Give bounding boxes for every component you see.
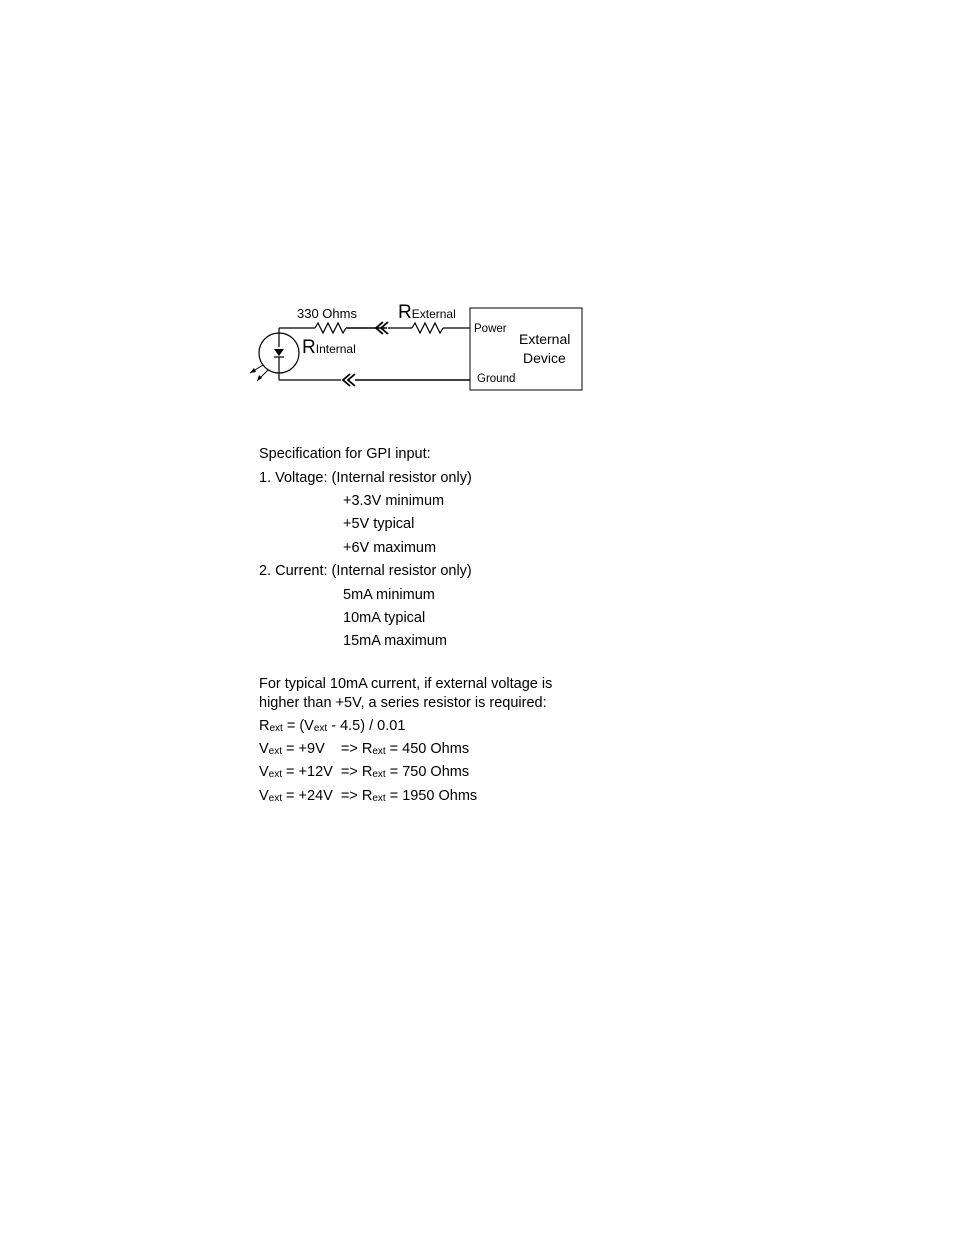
note-line-2: higher than +5V, a series resistor is required: (259, 695, 547, 711)
internal-resistor-value: 330 Ohms (297, 306, 357, 321)
light-arrowhead-1 (250, 368, 256, 373)
note-line-1: For typical 10mA current, if external voltage is (259, 676, 553, 692)
external-resistor (412, 323, 443, 333)
current-typical: 10mA typical (343, 610, 426, 626)
example-row: $V_{ext} = +24V => R_{ext} = 1950$ Ohms (259, 788, 478, 804)
voltage-typical: +5V typical (343, 516, 415, 532)
current-max: 15mA maximum (343, 633, 447, 649)
current-title: 2. Current: (Internal resistor only) (259, 563, 472, 579)
led-diode-icon (274, 349, 284, 356)
resistor-formula: $R_{ext} = (V_{ext} - 4.5) / 0.01$ (259, 718, 406, 734)
example-row: $V_{ext} = +12V => R_{ext} = 750$ Ohms (259, 764, 470, 780)
r-external-label: RExternal (398, 302, 456, 323)
voltage-min: +3.3V minimum (343, 493, 445, 509)
device-name-line2: Device (523, 350, 566, 366)
device-name-line1: External (519, 331, 571, 347)
power-terminal-label: Power (474, 323, 507, 335)
light-arrowhead-2 (257, 375, 262, 381)
voltage-max: +6V maximum (343, 540, 437, 556)
voltage-title: 1. Voltage: (Internal resistor only) (259, 470, 472, 486)
spec-heading: Specification for GPI input: (259, 446, 431, 462)
r-internal-label: RInternal (302, 337, 356, 358)
current-min: 5mA minimum (343, 587, 435, 603)
ground-terminal-label: Ground (477, 373, 516, 385)
gpi-circuit-diagram (240, 295, 590, 405)
example-row: $V_{ext} = +9V$ => $R_{ext} = 450$ Ohms (259, 741, 470, 757)
internal-resistor (315, 323, 346, 333)
